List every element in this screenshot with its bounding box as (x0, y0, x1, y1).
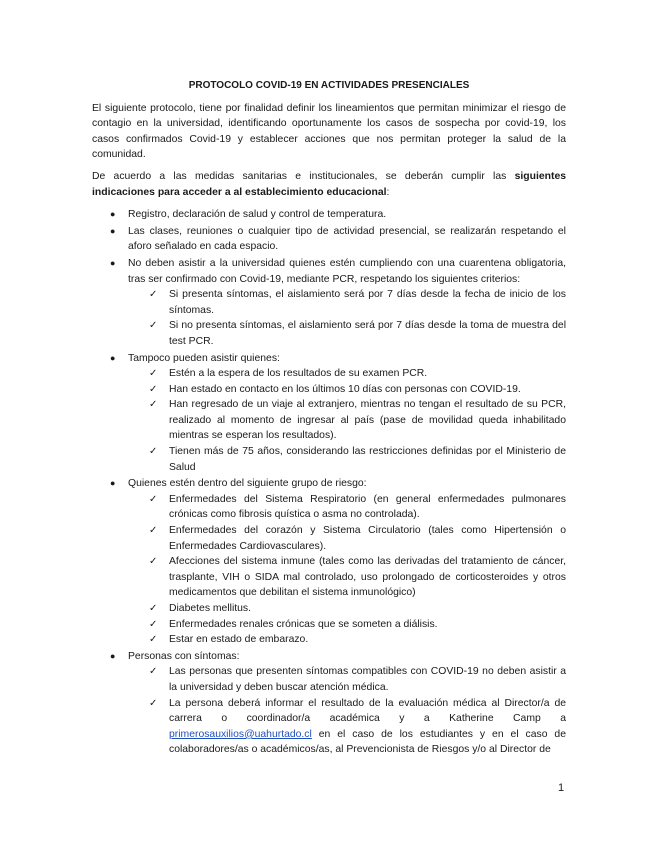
checkmark-icon: ✓ (149, 697, 158, 709)
sublist (128, 664, 566, 758)
checkmark-icon: ✓ (149, 446, 158, 458)
intro-paragraph: El siguiente protocolo, tiene por finalidad definir los lineamientos que permitan minimizar el riesgo de contagio en la universidad, identificando oportunamente los casos de sospecha por covid-19, los casos confirmados Covid-19 y establecer acciones que nos permitan proteger la salud de la comunidad. (92, 102, 566, 161)
list-item: ● Las clases, reuniones o cualquier tipo de actividad presencial, se realizarán respetando el aforo señalado en cada espacio. (110, 225, 566, 253)
sublist-item: ✓ Tienen más de 75 años, considerando las restricciones definidas por el Ministerio de Salud (149, 446, 566, 473)
sublist-item: ✓ Han estado en contacto en los últimos 10 días con personas con COVID-19. (92, 382, 566, 398)
checkmark-icon: ✓ (149, 556, 158, 568)
protocol-list (92, 207, 566, 758)
sublist-item: ✓ Si no presenta síntomas, el aislamiento será por 7 días desde la toma de muestra del test PCR. (149, 320, 566, 347)
checkmark-icon: ✓ (149, 399, 158, 411)
sublist-item: ✓ Si presenta síntomas, el aislamiento será por 7 días desde la fecha de inicio de los síntomas. (149, 289, 566, 316)
bullet-icon: ● (110, 209, 116, 220)
checkmark-icon: ✓ (149, 493, 158, 505)
list-item: ● Tampoco pueden asistir quienes: ✓ Estén a la espera de los resultados de su examen PCR. ✓ Han estado en contacto en los últimos 10 días con personas con COVID-19. ✓ Han regresado de un viaje al extranjero, mientras no tengan el resultado de su PCR, realizado al momento de ingresar al país (pase de movilidad queda inhabilitado mientras se esperan los resultados). ✓ Tienen más de 75 años, considerando las restricciones definidas por el Ministerio de Salud (92, 351, 566, 476)
sublist-item: ✓ Han regresado de un viaje al extranjero, mientras no tengan el resultado de su PCR, realizado al momento de ingresar al país (pase de movilidad queda inhabilitado mientras se esperan los resultados). (149, 399, 566, 442)
sublist (128, 492, 566, 648)
sublist-item: ✓ Diabetes mellitus. (92, 601, 566, 617)
checkmark-icon: ✓ (149, 525, 158, 537)
sublist-item: ✓ La persona deberá informar el resultado de la evaluación médica al Director/a de carrera o coordinador/a académica y a Katherine Camp a primerosauxilios@uahurtado.cl en el caso de los estudiantes y en el caso de colaboradores/as o académicos/as, al Prevencionista de Riesgos y/o al Director de (149, 697, 566, 756)
sublist-item: ✓ Estén a la espera de los resultados de su examen PCR. (92, 366, 566, 382)
checkmark-icon: ✓ (149, 634, 158, 646)
sublist-item: ✓ Enfermedades del corazón y Sistema Circulatorio (tales como Hipertensión o Enfermedades Cardiovasculares). (149, 525, 566, 552)
checkmark-icon: ✓ (149, 603, 158, 614)
list-item: ● Personas con síntomas: ✓ Las personas que presenten síntomas compatibles con COVID-19 no deben asistir a la universidad y deben buscar atención médica. ✓ La persona deberá informar el resultado de la evaluación médica al Director/a de carrera o coordinador/a académica y a Katherine Camp a primerosauxilios@uahurtado.cl en el caso de los estudiantes y en el caso de colaboradores/as o académicos/as, al Prevencionista de Riesgos y/o al Director de (92, 649, 566, 758)
checkmark-icon: ✓ (149, 383, 158, 395)
list-item: ● Quienes estén dentro del siguiente grupo de riesgo: ✓ Enfermedades del Sistema Respiratorio (en general enfermedades pulmonares crónicas como fibrosis quística o asma no controlada). ✓ Enfermedades del corazón y Sistema Circulatorio (tales como Hipertensión o Enfermedades Cardiovasculares). ✓ Afecciones del sistema inmune (tales como las derivadas del tratamiento de cáncer, trasplante, VIH o SIDA mal controlado, uso prolongado de corticosteroides y otros medicamentos que debilitan el sistema inmunológico) ✓ Diabetes mellitus. ✓ Enfermedades renales crónicas que se someten a diálisis. ✓ Estar en estado de embarazo. (92, 476, 566, 648)
sublist (128, 366, 566, 475)
list-item: ● No deben asistir a la universidad quienes estén cumpliendo con una cuarentena obligatoria, tras ser confirmado con Covid-19, mediante PCR, respetando los siguientes criterios: ✓ Si presenta síntomas, el aislamiento será por 7 días desde la fecha de inicio de los síntomas. ✓ Si no presenta síntomas, el aislamiento será por 7 días desde la toma de muestra del test PCR. (92, 256, 566, 350)
checkmark-icon: ✓ (149, 320, 158, 332)
sublist-item: ✓ Enfermedades del Sistema Respiratorio (en general enfermedades pulmonares crónicas como fibrosis quística o asma no controlada). (149, 493, 566, 521)
checkmark-icon: ✓ (149, 666, 158, 678)
checkmark-icon: ✓ (149, 289, 158, 301)
bullet-icon: ● (110, 257, 116, 268)
page-number: 1 (558, 782, 565, 794)
email-link[interactable]: primerosauxilios@uahurtado.cl (169, 728, 312, 740)
document-title: PROTOCOLO COVID-19 EN ACTIVIDADES PRESENCIALES (188, 80, 470, 91)
sublist-item: ✓ Afecciones del sistema inmune (tales como las derivadas del tratamiento de cáncer, trasplante, VIH o SIDA mal controlado, uso prolongado de corticosteroides y otros medicamentos que debilitan el sistema inmunológico) (149, 556, 566, 599)
sublist-item: ✓ Estar en estado de embarazo. (92, 632, 566, 648)
sublist-item: ✓ Enfermedades renales crónicas que se someten a diálisis. (92, 617, 566, 633)
list-item: ● Registro, declaración de salud y control de temperatura. (92, 207, 566, 223)
checkmark-icon: ✓ (149, 368, 158, 380)
document-body (92, 78, 566, 759)
bullet-icon: ● (110, 478, 116, 489)
requirements-paragraph: De acuerdo a las medidas sanitarias e institucionales, se deberán cumplir las siguientes indicaciones para acceder a al establecimiento educacional: (92, 170, 566, 198)
requirements-emphasis: siguientes indicaciones para acceder a al establecimiento educacional (92, 170, 566, 198)
bullet-icon: ● (110, 225, 116, 236)
sublist (128, 287, 566, 349)
checkmark-icon: ✓ (149, 618, 158, 630)
sublist-item: ✓ Las personas que presenten síntomas compatibles con COVID-19 no deben asistir a la universidad y deben buscar atención médica. (149, 666, 566, 693)
bullet-icon: ● (110, 650, 116, 661)
bullet-icon: ● (110, 352, 116, 363)
